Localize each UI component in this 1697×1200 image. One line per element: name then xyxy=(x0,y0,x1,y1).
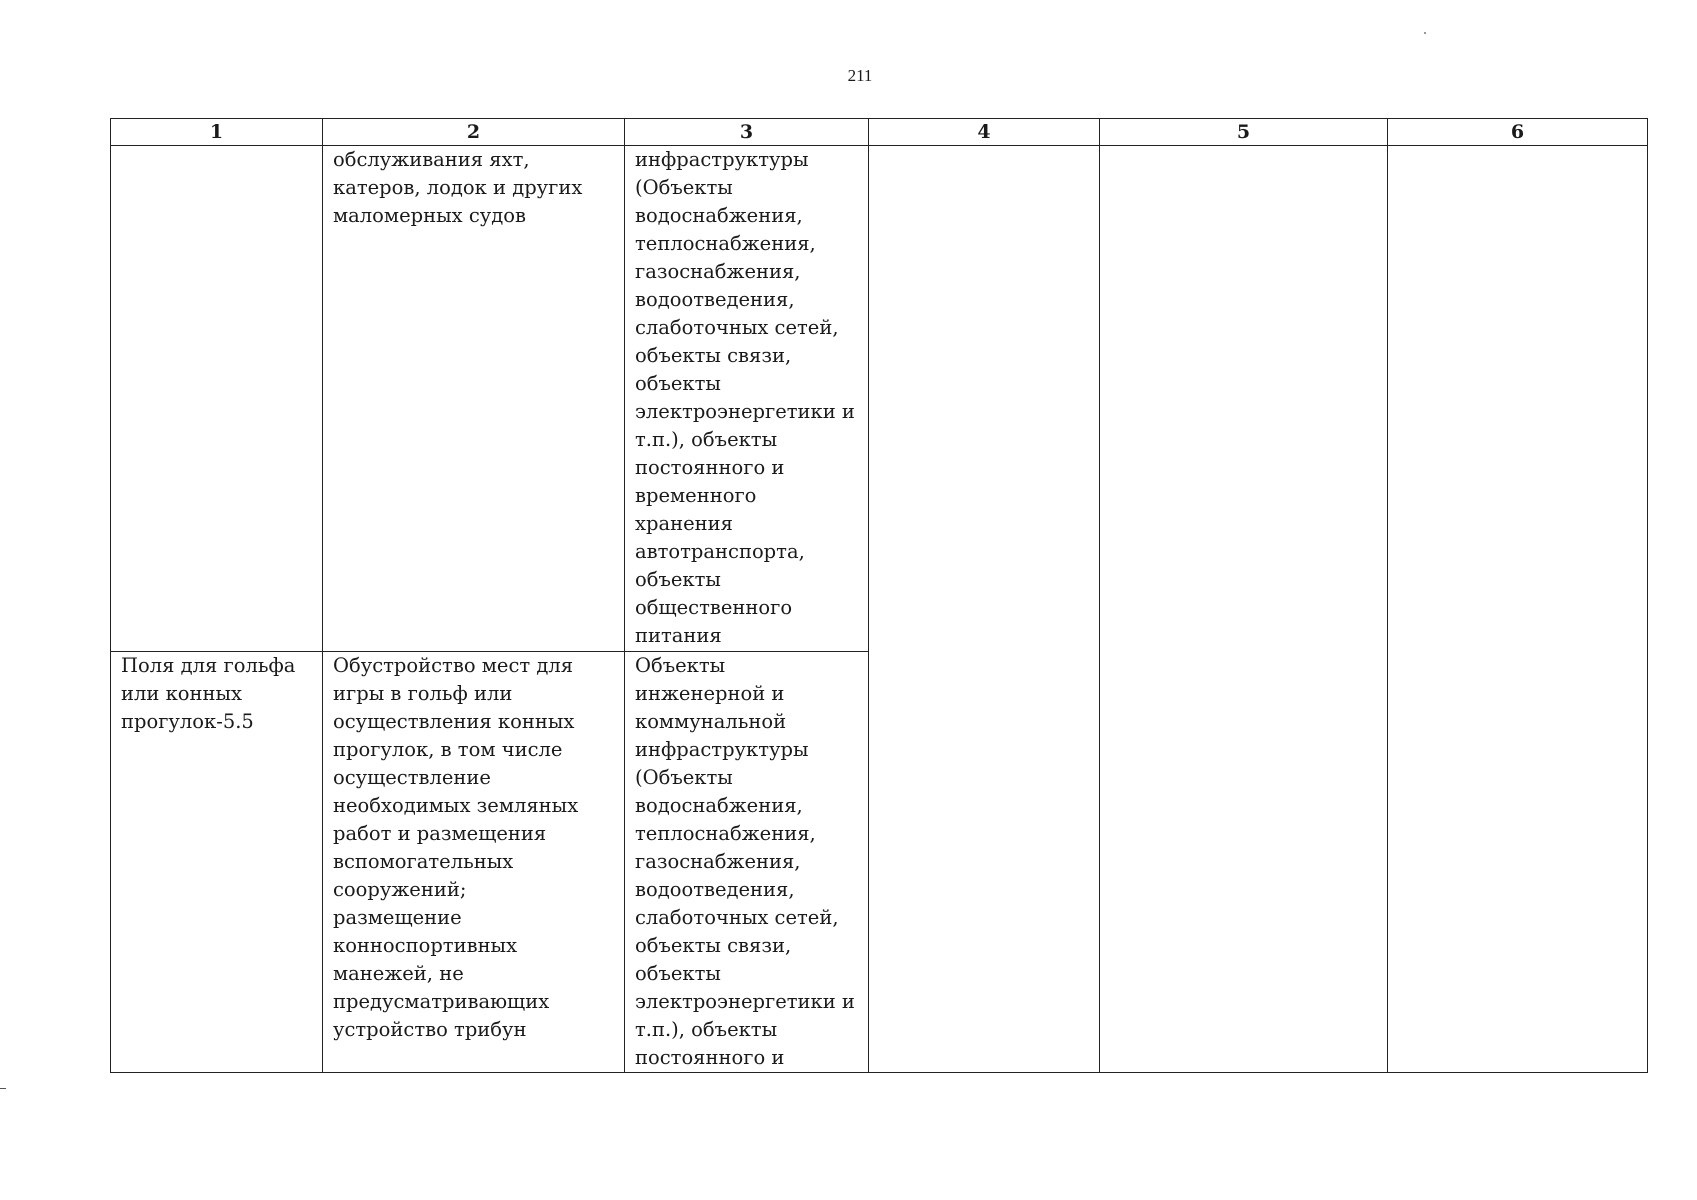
cell-text: Поля для гольфа или конных прогулок-5.5 xyxy=(121,654,296,733)
header-row xyxy=(111,119,1648,146)
cell-text: Обустройство мест для игры в гольф или осуществления конных прогулок, в том числе осуществление необходимых земляных работ и размещения вспомогательных сооружений; размещение конноспортивных манежей, не предусматривающих устройство трибун xyxy=(333,654,579,1041)
table-cell-col1 xyxy=(111,146,323,652)
header-col-2: 2 xyxy=(323,119,625,146)
table-header xyxy=(111,119,1648,146)
table-body xyxy=(111,146,1648,1073)
cell-text: обслуживания яхт, катеров, лодок и других маломерных судов xyxy=(333,148,583,227)
cell-text: инфраструктуры (Объекты водоснабжения, теплоснабжения, газоснабжения, водоотведения, слаботочных сетей, объекты связи, объекты электроэнергетики и т.п.), объекты постоянного и временного хранения автотранспорта, объекты общественного питания xyxy=(635,148,855,647)
header-col-4: 4 xyxy=(869,119,1100,146)
table-cell-col3 xyxy=(625,652,869,1073)
table-cell-col3 xyxy=(625,146,869,652)
header-col-5: 5 xyxy=(1100,119,1388,146)
scan-edge-mark xyxy=(0,1088,6,1089)
table-cell-col1 xyxy=(111,652,323,1073)
header-col-6: 6 xyxy=(1388,119,1648,146)
table-row xyxy=(111,146,1648,652)
table-cell-col6-merged xyxy=(1388,146,1648,1073)
table-cell-col5-merged xyxy=(1100,146,1388,1073)
header-col-1: 1 xyxy=(111,119,323,146)
table-cell-col2 xyxy=(323,146,625,652)
scan-dot xyxy=(1424,32,1426,34)
header-col-3: 3 xyxy=(625,119,869,146)
regulation-table xyxy=(110,118,1648,1073)
page-number: 211 xyxy=(847,66,873,85)
table-cell-col2 xyxy=(323,652,625,1073)
table-cell-col4-merged xyxy=(869,146,1100,1073)
cell-text: Объекты инженерной и коммунальной инфраструктуры (Объекты водоснабжения, теплоснабжения, газоснабжения, водоотведения, слаботочных сетей, объекты связи, объекты электроэнергетики и т.п.), объекты постоянного и xyxy=(635,654,855,1069)
